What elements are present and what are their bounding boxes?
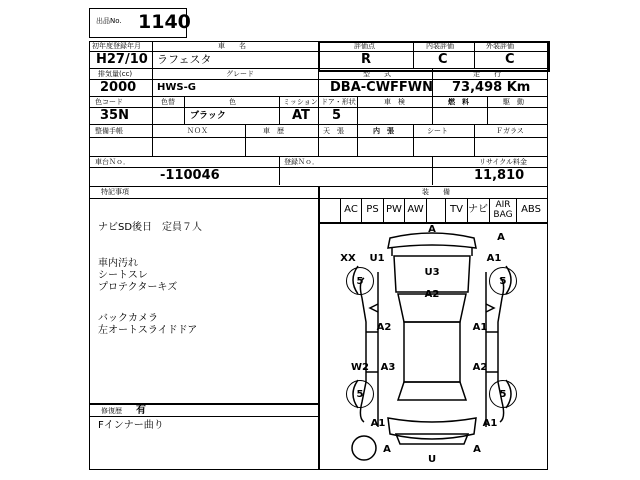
nox-header: ＮＯＸ [187, 127, 208, 135]
tire-front-right: 5 [489, 267, 517, 295]
registration-header: 登録Ｎｏ． [284, 158, 319, 166]
repair-value: 有 [136, 405, 146, 416]
type-header: 型 式 [363, 70, 391, 78]
mark-a3: A3 [380, 362, 396, 373]
first-reg-header: 初年度登録年月 [92, 42, 141, 50]
note-line-1: ナビSD後日 定員７人 [98, 222, 203, 233]
note-line-6: 左オートスライドドア [98, 325, 198, 336]
color-value: ブラック [190, 111, 226, 121]
color-header: 色 [229, 98, 236, 106]
tire-rear-left: 5 [346, 380, 374, 408]
doors-value: 5 [332, 108, 342, 123]
displacement-value: 2000 [100, 80, 137, 95]
mark-front-right: A [497, 232, 505, 243]
mark-front-top: A [428, 224, 436, 235]
mark-a2-left: A2 [376, 322, 392, 333]
mileage-header: 走 行 [473, 70, 501, 78]
displacement-header: 排気量(cc) [98, 70, 133, 78]
mark-a1-rear-left: A1 [370, 418, 386, 429]
mark-a1-front-right: A1 [486, 253, 502, 264]
notes-label: 特記事項 [101, 188, 129, 196]
seat-header: シート [427, 127, 448, 135]
equip-aw: AW [407, 204, 424, 215]
equip-abs: ABS [521, 204, 541, 215]
lot-number: 1140 [138, 11, 191, 33]
mark-rear-u: U [427, 454, 437, 465]
roof-header: 天 張 [323, 127, 344, 135]
exterior-value: C [505, 52, 515, 67]
equip-tv: TV [450, 204, 463, 215]
mission-value: AT [292, 108, 310, 123]
equipment-label: 装 備 [422, 188, 450, 196]
mark-rear-left: A [383, 444, 391, 455]
color-code-header: 色コード [95, 98, 123, 106]
recycle-value: 11,810 [474, 168, 525, 183]
score-value: R [361, 52, 372, 67]
fuel-header: 燃 料 [448, 98, 469, 106]
note-line-2: 車内汚れ [98, 258, 138, 269]
score-header: 評価点 [354, 42, 375, 50]
drive-header: 駆 動 [503, 98, 524, 106]
mark-u1: U1 [369, 253, 385, 264]
chassis-header: 車台Ｎｏ． [95, 158, 130, 166]
equip-navi: ナビ [468, 204, 488, 215]
repair-label: 修復歴 [101, 407, 122, 415]
exterior-header: 外装評価 [486, 42, 514, 50]
history-header: 車 歴 [263, 127, 284, 135]
mission-header: ミッション [283, 98, 318, 106]
model-name-value: ラフェスタ [157, 53, 212, 66]
color-code-value: 35N [100, 108, 129, 123]
manual-header: 整備手帳 [95, 127, 123, 135]
grade-value: HWS-G [157, 82, 196, 93]
equip-pw: PW [386, 204, 402, 215]
lot-label: 出品No. [96, 17, 122, 25]
mark-xx: XX [340, 253, 356, 264]
tire-front-left: 5 [346, 267, 374, 295]
equip-ac: AC [344, 204, 358, 215]
interior-header: 内装評価 [426, 42, 454, 50]
inspection-header: 車 検 [384, 98, 405, 106]
type-value: DBA-CWFFWN [330, 80, 434, 95]
equip-ps: PS [366, 204, 379, 215]
recycle-header: リサイクル料金 [479, 158, 528, 166]
notes-panel [89, 186, 320, 404]
interior-value: C [438, 52, 448, 67]
mileage-value: 73,498 Km [452, 80, 531, 95]
f-glass-header: Ｆガラス [496, 127, 524, 135]
mark-a1-rear-right: A1 [482, 418, 498, 429]
mark-w2: W2 [351, 362, 369, 373]
note-line-5: バックカメラ [98, 313, 158, 324]
mark-a2-hood: A2 [424, 289, 440, 300]
mark-u3: U3 [424, 267, 440, 278]
grade-header: グレード [226, 70, 254, 78]
doors-header: ドア・形状 [321, 98, 356, 106]
repair-panel [89, 404, 320, 470]
note-line-3: シートスレ [98, 270, 148, 281]
chassis-value: -110046 [160, 168, 220, 183]
mark-a1-right: A1 [472, 322, 488, 333]
tire-rear-right: 5 [489, 380, 517, 408]
equip-airbag: AIR BAG [493, 200, 513, 220]
model-name-header: 車 名 [218, 42, 246, 50]
interior-trim-header: 内 張 [373, 127, 394, 135]
mark-rear-right: A [473, 444, 481, 455]
note-line-4: プロテクターキズ [98, 282, 178, 293]
first-reg-value: H27/10 [96, 52, 148, 67]
color-change-header: 色替 [161, 98, 175, 106]
mark-a2-right: A2 [472, 362, 488, 373]
repair-detail: Fインナー曲り [98, 420, 164, 431]
